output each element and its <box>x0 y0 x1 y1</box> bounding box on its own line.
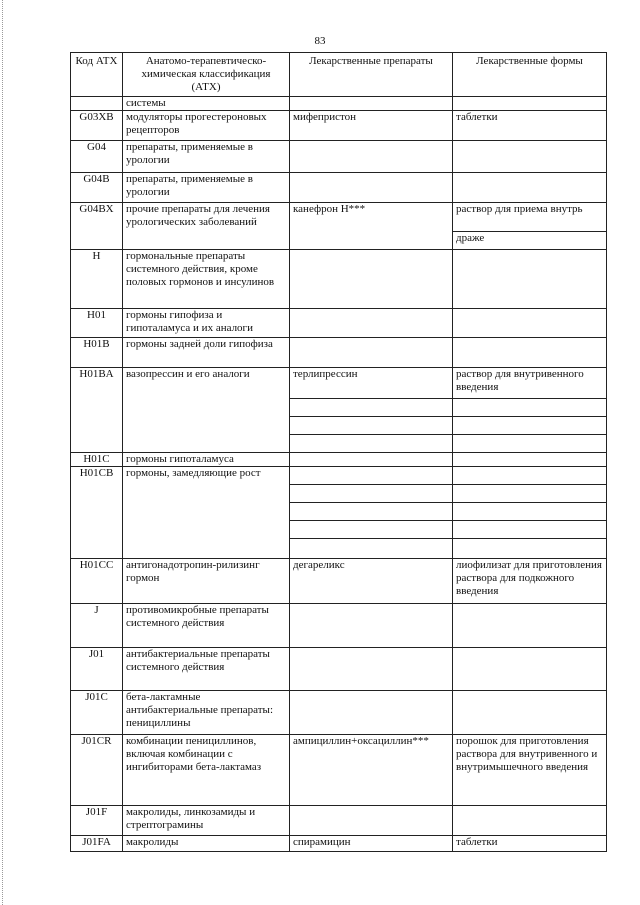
atx-code: J01CR <box>71 735 123 806</box>
atx-classification: антибактериальные препараты системного действия <box>123 648 290 691</box>
dosage-form: раствор для внутривенного введения <box>453 368 607 399</box>
dosage-form <box>453 141 607 173</box>
atx-classification: бета-лактамные антибактериальные препараты: пенициллины <box>123 691 290 735</box>
atx-code: H01C <box>71 453 123 467</box>
atx-classification: вазопрессин и его аналоги <box>123 368 290 453</box>
atx-classification: гормоны задней доли гипофиза <box>123 338 290 368</box>
dosage-form <box>453 453 607 467</box>
dosage-form <box>453 250 607 309</box>
atx-code: G04BX <box>71 203 123 250</box>
page-edge-line <box>2 0 3 905</box>
atx-code: J01F <box>71 806 123 836</box>
table-row <box>71 604 607 648</box>
empty-cell <box>290 485 453 503</box>
drug-name: терлипрессин <box>290 368 453 399</box>
header-forms: Лекарственные формы <box>453 53 607 97</box>
atx-code <box>71 97 123 111</box>
empty-cell <box>453 485 607 503</box>
drug-name <box>290 173 453 203</box>
drug-name <box>290 97 453 111</box>
empty-cell <box>290 435 453 453</box>
drug-name: ампициллин+оксациллин*** <box>290 735 453 806</box>
table-row <box>71 309 607 338</box>
atx-classification: препараты, применяемые в урологии <box>123 173 290 203</box>
atx-code: G04B <box>71 173 123 203</box>
dosage-form: порошок для приготовления раствора для внутривенного и внутримышечного введения <box>453 735 607 806</box>
drug-name <box>290 648 453 691</box>
atx-classification: системы <box>123 97 290 111</box>
dosage-form <box>453 97 607 111</box>
drug-name <box>290 141 453 173</box>
empty-cell <box>453 521 607 539</box>
atx-code: H <box>71 250 123 309</box>
dosage-form: раствор для приема внутрь <box>453 203 607 232</box>
page-number: 83 <box>314 35 326 47</box>
table-header-row <box>71 53 607 97</box>
drug-name <box>290 604 453 648</box>
table-row <box>71 467 607 485</box>
dosage-form <box>453 338 607 368</box>
table-row <box>71 735 607 806</box>
drug-name <box>290 806 453 836</box>
dosage-form: таблетки <box>453 111 607 141</box>
atx-code: H01 <box>71 309 123 338</box>
table-row <box>71 836 607 852</box>
header-drugs: Лекарственные препараты <box>290 53 453 97</box>
dosage-form: таблетки <box>453 836 607 852</box>
dosage-form: драже <box>453 232 607 250</box>
empty-cell <box>453 417 607 435</box>
drug-name: мифепристон <box>290 111 453 141</box>
dosage-form: лиофилизат для приготовления раствора для подкожного введения <box>453 559 607 604</box>
atx-code: J01 <box>71 648 123 691</box>
atx-code: H01BA <box>71 368 123 453</box>
atx-classification: гормоны, замедляющие рост <box>123 467 290 559</box>
empty-cell <box>453 503 607 521</box>
atx-code: G04 <box>71 141 123 173</box>
atx-code: J <box>71 604 123 648</box>
table-row <box>71 691 607 735</box>
atx-code: J01FA <box>71 836 123 852</box>
empty-cell <box>453 399 607 417</box>
drug-name: дегареликс <box>290 559 453 604</box>
atx-code: H01CC <box>71 559 123 604</box>
empty-cell <box>290 417 453 435</box>
atx-table <box>70 52 607 852</box>
atx-classification: гормональные препараты системного действия, кроме половых гормонов и инсулинов <box>123 250 290 309</box>
header-code: Код АТХ <box>71 53 123 97</box>
dosage-form <box>453 309 607 338</box>
drug-name <box>290 309 453 338</box>
table-row <box>71 173 607 203</box>
atx-classification: препараты, применяемые в урологии <box>123 141 290 173</box>
atx-classification: макролиды, линкозамиды и стрептограмины <box>123 806 290 836</box>
dosage-form <box>453 648 607 691</box>
drug-name <box>290 250 453 309</box>
drug-name: спирамицин <box>290 836 453 852</box>
atx-classification: антигонадотропин-рилизинг гормон <box>123 559 290 604</box>
atx-classification: прочие препараты для лечения урологических заболеваний <box>123 203 290 250</box>
table-row <box>71 368 607 399</box>
empty-cell <box>290 399 453 417</box>
drug-name <box>290 467 453 485</box>
drug-name: канефрон Н*** <box>290 203 453 250</box>
atx-classification: комбинации пенициллинов, включая комбинации с ингибиторами бета-лактамаз <box>123 735 290 806</box>
dosage-form <box>453 691 607 735</box>
table-row <box>71 648 607 691</box>
table-row <box>71 97 607 111</box>
drug-name <box>290 338 453 368</box>
atx-classification: макролиды <box>123 836 290 852</box>
table-row <box>71 338 607 368</box>
dosage-form <box>453 467 607 485</box>
atx-code: J01C <box>71 691 123 735</box>
table-row <box>71 559 607 604</box>
empty-cell <box>453 435 607 453</box>
table-row <box>71 806 607 836</box>
atx-code: G03XB <box>71 111 123 141</box>
table-row <box>71 250 607 309</box>
header-classification: Анатомо-терапевтическо-химическая классификация (АТХ) <box>123 53 290 97</box>
empty-cell <box>290 521 453 539</box>
atx-code: H01CB <box>71 467 123 559</box>
empty-cell <box>290 539 453 559</box>
atx-classification: противомикробные препараты системного действия <box>123 604 290 648</box>
table-row <box>71 453 607 467</box>
drug-name <box>290 453 453 467</box>
dosage-form <box>453 173 607 203</box>
table-row <box>71 203 607 232</box>
table-row <box>71 111 607 141</box>
atx-classification: гормоны гипофиза и гипоталамуса и их аналоги <box>123 309 290 338</box>
dosage-form <box>453 604 607 648</box>
atx-code: H01B <box>71 338 123 368</box>
empty-cell <box>453 539 607 559</box>
empty-cell <box>290 503 453 521</box>
atx-classification: гормоны гипоталамуса <box>123 453 290 467</box>
drug-name <box>290 691 453 735</box>
table-row <box>71 141 607 173</box>
dosage-form <box>453 806 607 836</box>
atx-classification: модуляторы прогестероновых рецепторов <box>123 111 290 141</box>
